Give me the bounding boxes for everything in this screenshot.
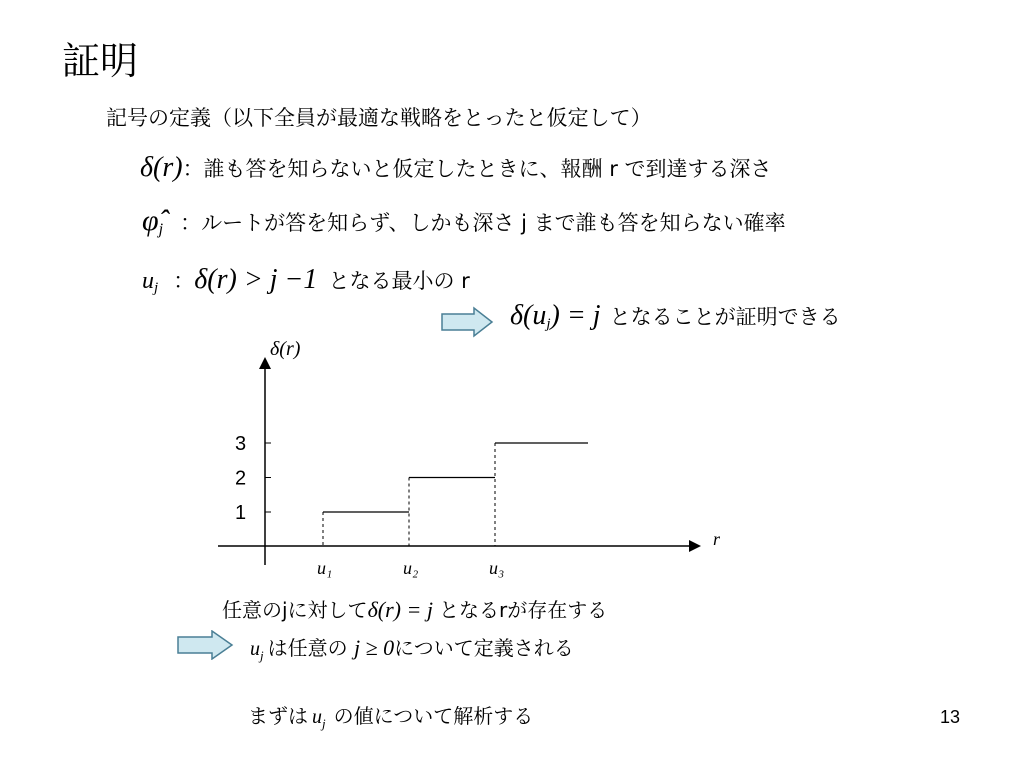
right-arrow-icon xyxy=(440,306,496,338)
footer-line1-formula: δ(r) = j xyxy=(367,597,433,622)
axis-ticks xyxy=(235,433,504,578)
phi-text: ：ルートが答を知らず、しかも深さ j まで誰も答を知らない確率 xyxy=(180,211,786,235)
footer-line-3 xyxy=(248,700,533,732)
step-function-graph xyxy=(210,335,720,585)
conclusion-formula-tail: ) = j xyxy=(550,300,601,331)
right-arrow-icon xyxy=(176,630,236,660)
footer-line1-b: となるrが存在する xyxy=(438,598,608,622)
y-axis-label: δ(r) xyxy=(270,338,301,360)
def-u xyxy=(142,264,470,297)
u-subscript: j xyxy=(154,280,159,297)
conclusion-formula: δ(u xyxy=(510,300,547,331)
step-series xyxy=(323,443,588,546)
footer-line3-a: まずは xyxy=(248,704,308,728)
y-tick-label: 1 xyxy=(235,502,247,524)
phi-symbol: φ̂ xyxy=(142,204,159,237)
def-phi xyxy=(142,204,786,239)
footer-line3-sub: j xyxy=(322,716,326,731)
x-tick-label: u₃ xyxy=(489,558,505,578)
y-tick-label: 2 xyxy=(235,467,247,490)
phi-subscript: j xyxy=(158,221,164,239)
conclusion-sub: j xyxy=(546,316,551,333)
footer-u-symbol: u xyxy=(250,638,260,660)
delta-symbol: δ(r) xyxy=(140,152,183,183)
footer-line2-a: は任意の xyxy=(267,636,348,660)
u-colon: ： xyxy=(173,269,195,293)
subtitle: 記号の定義（以下全員が最適な戦略をとったと仮定して） xyxy=(106,106,652,130)
footer-line3-b: の値について解析する xyxy=(333,704,534,728)
footer-line2-formula: j ≥ 0 xyxy=(353,635,395,660)
footer-line-1 xyxy=(222,594,607,623)
footer-u-sub: j xyxy=(260,648,264,663)
footer-line-2 xyxy=(250,632,574,664)
conclusion xyxy=(510,300,841,333)
u-text: となる最小の r xyxy=(328,269,470,293)
u-symbol: u xyxy=(142,268,154,294)
y-tick-label: 3 xyxy=(235,433,247,455)
footer-line3-symbol: u xyxy=(312,706,322,728)
page-number: 13 xyxy=(940,707,961,727)
footer-line1-a: 任意のjに対して xyxy=(222,598,368,622)
x-tick-label: u₁ xyxy=(317,558,333,578)
slide-title: 証明 xyxy=(62,39,139,83)
x-axis-label: r xyxy=(713,529,720,549)
footer-line2-b: について定義される xyxy=(394,636,574,660)
delta-text: ：誰も答を知らないと仮定したときに、報酬 r で到達する深さ xyxy=(182,157,772,181)
def-delta xyxy=(140,152,772,184)
conclusion-text: となることが証明できる xyxy=(609,305,841,329)
u-condition: δ(r) > j −1 xyxy=(194,264,318,295)
x-tick-label: u₂ xyxy=(403,558,419,578)
